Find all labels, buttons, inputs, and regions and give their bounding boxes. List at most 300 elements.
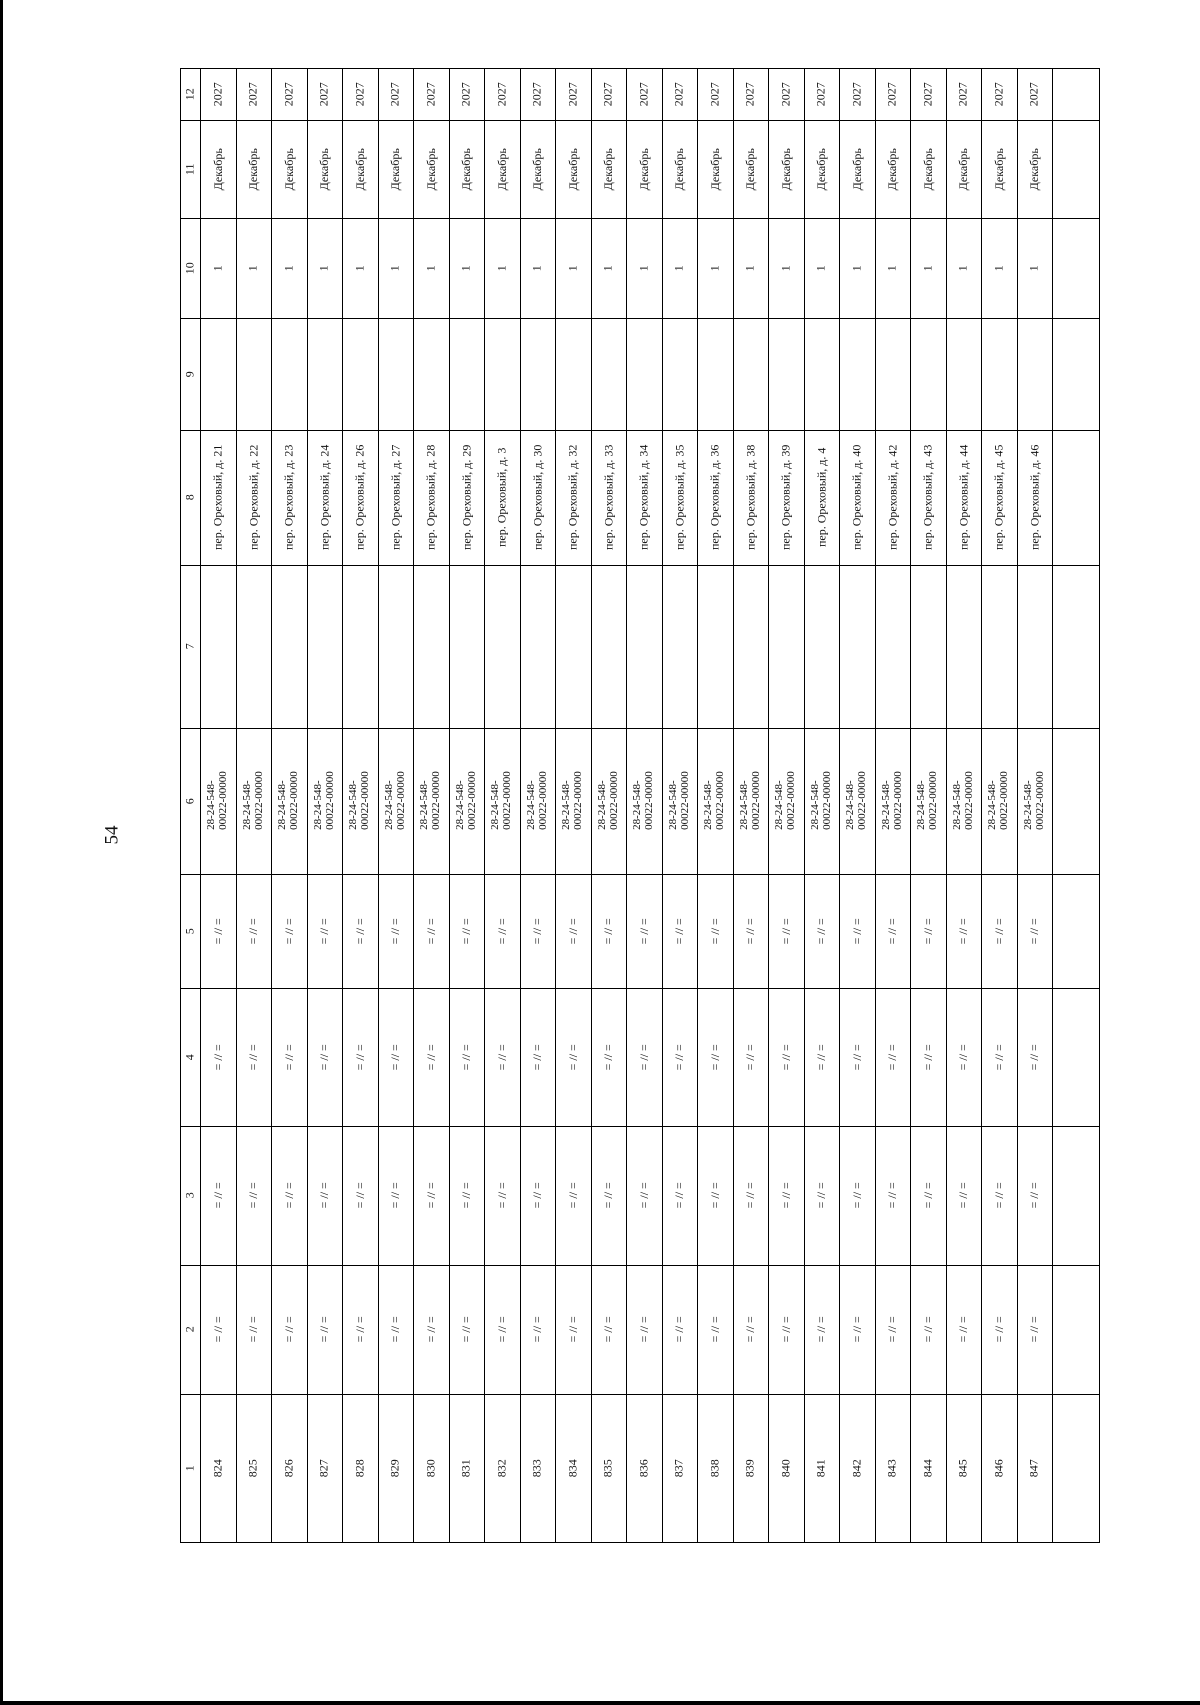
year-cell-text: 2027 [423, 82, 438, 106]
col-9-cell [946, 318, 982, 430]
col-7-cell [555, 565, 591, 728]
year-cell-text: 2027 [458, 82, 473, 106]
row-number-text: 831 [458, 1459, 473, 1478]
year-cell [520, 68, 556, 120]
month-cell-text: Декабрь [352, 147, 367, 191]
cadastral-number-cell [733, 728, 769, 874]
ditto-col-4-text: = // = [423, 1043, 438, 1071]
quantity-cell-text: 1 [707, 265, 722, 271]
cadastral-number-line-2: 00022-00000 [820, 771, 833, 831]
ditto-col-2-text: = // = [423, 1316, 438, 1343]
header-col-10 [180, 218, 200, 318]
ditto-col-5 [484, 874, 520, 988]
row-number [200, 1394, 236, 1543]
month-cell-text: Декабрь [955, 147, 970, 191]
year-cell-text: 2027 [494, 82, 509, 106]
col-9-cell [804, 318, 840, 430]
address-cell-text: пер. Ореховый, д. 23 [281, 444, 296, 551]
cadastral-number-cell [839, 728, 875, 874]
row-number [271, 1394, 307, 1543]
col-7-cell [946, 565, 982, 728]
row-number-text: 843 [884, 1459, 899, 1478]
year-cell-text: 2027 [707, 82, 722, 106]
row-number [626, 1394, 662, 1543]
ditto-col-3 [981, 1126, 1017, 1265]
address-cell [342, 430, 378, 565]
year-cell-text: 2027 [813, 82, 828, 106]
address-cell [626, 430, 662, 565]
year-cell-text: 2027 [920, 82, 935, 106]
ditto-col-4-text: = // = [458, 1043, 473, 1071]
header-col-9 [180, 318, 200, 430]
ditto-col-3-text: = // = [1026, 1182, 1041, 1209]
ditto-col-2-text: = // = [707, 1316, 722, 1343]
ditto-col-4 [200, 988, 236, 1126]
cadastral-number-cell [1017, 728, 1053, 874]
year-cell [413, 68, 449, 120]
cadastral-number-cell [520, 728, 556, 874]
ditto-col-2 [768, 1265, 804, 1394]
ditto-col-5-text: = // = [281, 917, 296, 945]
ditto-col-2-text: = // = [600, 1316, 615, 1343]
address-cell [449, 430, 485, 565]
cadastral-number-text [455, 772, 478, 831]
ditto-col-4-text: = // = [813, 1043, 828, 1071]
ditto-col-5-text: = // = [423, 917, 438, 945]
month-cell [307, 120, 343, 218]
ditto-col-3 [555, 1126, 591, 1265]
cadastral-number-cell [662, 728, 698, 874]
ditto-col-4-text: = // = [210, 1043, 225, 1071]
header-col-11-text: 11 [182, 163, 197, 175]
header-col-7 [180, 565, 200, 728]
month-cell-text: Декабрь [245, 147, 260, 191]
col-9-cell [875, 318, 911, 430]
address-cell-text: пер. Ореховый, д. 22 [245, 444, 260, 551]
page-number [98, 815, 126, 855]
year-cell [555, 68, 591, 120]
quantity-cell-text: 1 [671, 265, 686, 271]
ditto-col-2-text: = // = [778, 1316, 793, 1343]
cadastral-number-text [561, 772, 584, 831]
quantity-cell [981, 218, 1017, 318]
header-col-6-text: 6 [182, 798, 197, 804]
cadastral-number-line-1: 28-24-548- [240, 780, 253, 831]
month-cell-text: Декабрь [778, 147, 793, 191]
ditto-col-3-text: = // = [707, 1182, 722, 1209]
ditto-col-4 [697, 988, 733, 1126]
ditto-col-2 [413, 1265, 449, 1394]
address-cell [662, 430, 698, 565]
ditto-col-4 [946, 988, 982, 1126]
cadastral-number-cell [449, 728, 485, 874]
header-col-8-text: 8 [182, 494, 197, 501]
quantity-cell-text: 1 [920, 265, 935, 271]
quantity-cell-text: 1 [955, 265, 970, 271]
ditto-col-4-text: = // = [920, 1043, 935, 1071]
cadastral-number-line-2: 00022-00000 [216, 771, 229, 831]
cadastral-number-cell [875, 728, 911, 874]
ditto-col-3 [307, 1126, 343, 1265]
ditto-col-2 [591, 1265, 627, 1394]
row-number [342, 1394, 378, 1543]
ditto-col-5 [342, 874, 378, 988]
row-number [236, 1394, 272, 1543]
address-cell-text: пер. Ореховый, д. 38 [742, 444, 757, 551]
cadastral-number-line-2: 00022-00000 [465, 771, 478, 831]
col-9-cell [413, 318, 449, 430]
cadastral-number-line-2: 00022-00000 [784, 771, 797, 831]
ditto-col-3 [378, 1126, 414, 1265]
quantity-cell [378, 218, 414, 318]
ditto-col-2 [981, 1265, 1017, 1394]
ditto-col-4-text: = // = [600, 1043, 615, 1071]
ditto-col-2-text: = // = [387, 1316, 402, 1343]
header-col-12-text: 12 [182, 88, 197, 100]
month-cell [626, 120, 662, 218]
ditto-col-3 [768, 1126, 804, 1265]
ditto-col-3 [342, 1126, 378, 1265]
ditto-col-4-text: = // = [1026, 1043, 1041, 1071]
cadastral-number-line-1: 28-24-548- [844, 780, 857, 831]
month-cell [449, 120, 485, 218]
address-cell [378, 430, 414, 565]
header-col-3-text: 3 [182, 1192, 197, 1199]
header-col-11 [180, 120, 200, 218]
ditto-col-4-text: = // = [387, 1043, 402, 1071]
ditto-col-5-text: = // = [529, 917, 544, 945]
ditto-col-4 [626, 988, 662, 1126]
ditto-col-2 [839, 1265, 875, 1394]
col-7-cell [378, 565, 414, 728]
header-col-2 [180, 1265, 200, 1394]
year-cell [626, 68, 662, 120]
cadastral-number-text [384, 772, 407, 831]
cadastral-number-text [277, 772, 300, 831]
address-cell [200, 430, 236, 565]
row-number-text: 841 [813, 1459, 828, 1478]
month-cell [413, 120, 449, 218]
quantity-cell [520, 218, 556, 318]
cadastral-number-text [490, 772, 513, 831]
quantity-cell [484, 218, 520, 318]
ditto-col-5-text: = // = [352, 917, 367, 945]
year-cell [449, 68, 485, 120]
address-cell-text: пер. Ореховый, д. 40 [849, 444, 864, 551]
ditto-col-5-text: = // = [955, 917, 970, 945]
month-cell-text: Декабрь [991, 147, 1006, 191]
ditto-col-3 [875, 1126, 911, 1265]
cadastral-number-line-2: 00022-00000 [394, 771, 407, 831]
ditto-col-5-text: = // = [1026, 917, 1041, 945]
address-cell-text: пер. Ореховый, д. 45 [991, 444, 1006, 551]
ditto-col-5 [875, 874, 911, 988]
year-cell [591, 68, 627, 120]
ditto-col-5 [591, 874, 627, 988]
col-9-cell [520, 318, 556, 430]
quantity-cell [236, 218, 272, 318]
month-cell [697, 120, 733, 218]
year-cell [484, 68, 520, 120]
cadastral-number-text [1023, 772, 1046, 831]
cadastral-number-text [348, 772, 371, 831]
cadastral-number-text [242, 772, 265, 831]
quantity-cell-text: 1 [884, 265, 899, 271]
ditto-col-3 [236, 1126, 272, 1265]
year-cell [378, 68, 414, 120]
year-cell-text: 2027 [387, 82, 402, 106]
cadastral-number-line-2: 00022-00000 [323, 771, 336, 831]
ditto-col-5 [910, 874, 946, 988]
ditto-col-2 [484, 1265, 520, 1394]
address-cell-text: пер. Ореховый, д. 26 [352, 444, 367, 551]
ditto-col-4 [804, 988, 840, 1126]
address-cell-text: пер. Ореховый, д. 43 [920, 444, 935, 551]
col-7-cell [271, 565, 307, 728]
ditto-col-3-text: = // = [245, 1182, 260, 1209]
ditto-col-4-text: = // = [778, 1043, 793, 1071]
address-cell [307, 430, 343, 565]
cadastral-number-line-2: 00022-00000 [429, 771, 442, 831]
ditto-col-2-text: = // = [849, 1316, 864, 1343]
ditto-col-4 [733, 988, 769, 1126]
ditto-col-3 [662, 1126, 698, 1265]
col-7-cell [200, 565, 236, 728]
register-table [180, 68, 1100, 1543]
ditto-col-4 [662, 988, 698, 1126]
ditto-col-5 [697, 874, 733, 988]
cadastral-number-cell [236, 728, 272, 874]
quantity-cell-text: 1 [1026, 265, 1041, 271]
cadastral-number-line-2: 00022-00000 [1033, 771, 1046, 831]
cadastral-number-text [668, 772, 691, 831]
cadastral-number-text [632, 772, 655, 831]
ditto-col-5-text: = // = [742, 917, 757, 945]
cadastral-number-text [313, 772, 336, 831]
ditto-col-5-text: = // = [884, 917, 899, 945]
ditto-col-4 [236, 988, 272, 1126]
col-7-cell [839, 565, 875, 728]
year-cell [697, 68, 733, 120]
ditto-col-5-text: = // = [991, 917, 1006, 945]
quantity-cell-text: 1 [565, 265, 580, 271]
row-number-text: 834 [565, 1459, 580, 1478]
year-cell-text: 2027 [849, 82, 864, 106]
month-cell [910, 120, 946, 218]
month-cell [981, 120, 1017, 218]
ditto-col-3-text: = // = [316, 1182, 331, 1209]
ditto-col-4 [307, 988, 343, 1126]
ditto-col-2 [946, 1265, 982, 1394]
cadastral-number-line-1: 28-24-548- [915, 780, 928, 831]
ditto-col-4-text: = // = [636, 1043, 651, 1071]
ditto-col-2 [804, 1265, 840, 1394]
col-7-cell [875, 565, 911, 728]
cadastral-number-line-1: 28-24-548- [879, 780, 892, 831]
year-cell [1017, 68, 1053, 120]
ditto-col-2 [733, 1265, 769, 1394]
month-cell-text: Декабрь [316, 147, 331, 191]
cadastral-number-text [881, 772, 904, 831]
ditto-col-5-text: = // = [813, 917, 828, 945]
ditto-col-4 [910, 988, 946, 1126]
month-cell-text: Декабрь [529, 147, 544, 191]
cadastral-number-line-1: 28-24-548- [382, 780, 395, 831]
col-7-cell [413, 565, 449, 728]
address-cell [839, 430, 875, 565]
ditto-col-3-text: = // = [778, 1182, 793, 1209]
cadastral-number-line-1: 28-24-548- [489, 780, 502, 831]
ditto-col-5 [839, 874, 875, 988]
month-cell [591, 120, 627, 218]
ditto-col-4 [449, 988, 485, 1126]
month-cell-text: Декабрь [884, 147, 899, 191]
col-9-cell [981, 318, 1017, 430]
ditto-col-2 [555, 1265, 591, 1394]
ditto-col-3-text: = // = [884, 1182, 899, 1209]
ditto-col-2 [662, 1265, 698, 1394]
year-cell [839, 68, 875, 120]
quantity-cell-text: 1 [636, 265, 651, 271]
ditto-col-3 [804, 1126, 840, 1265]
quantity-cell [946, 218, 982, 318]
ditto-col-5 [200, 874, 236, 988]
month-cell [733, 120, 769, 218]
ditto-col-2-text: = // = [742, 1316, 757, 1343]
quantity-cell-text: 1 [494, 265, 509, 271]
row-number-text: 839 [742, 1459, 757, 1478]
month-cell-text: Декабрь [742, 147, 757, 191]
ditto-col-5 [555, 874, 591, 988]
ditto-col-3-text: = // = [423, 1182, 438, 1209]
year-cell-text: 2027 [352, 82, 367, 106]
address-cell-text: пер. Ореховый, д. 35 [671, 444, 686, 551]
quantity-cell [413, 218, 449, 318]
year-cell-text: 2027 [281, 82, 296, 106]
quantity-cell [555, 218, 591, 318]
address-cell [1017, 430, 1053, 565]
quantity-cell-text: 1 [423, 265, 438, 271]
header-col-9-text: 9 [182, 371, 197, 377]
cadastral-number-line-1: 28-24-548- [560, 780, 573, 831]
col-9-cell [236, 318, 272, 430]
address-cell [804, 430, 840, 565]
cadastral-number-text [810, 772, 833, 831]
ditto-col-5-text: = // = [565, 917, 580, 945]
address-cell-text: пер. Ореховый, д. 24 [316, 444, 331, 551]
month-cell [662, 120, 698, 218]
ditto-col-2-text: = // = [671, 1316, 686, 1343]
ditto-col-3 [839, 1126, 875, 1265]
ditto-col-4-text: = // = [955, 1043, 970, 1071]
ditto-col-2-text: = // = [458, 1316, 473, 1343]
col-9-cell [555, 318, 591, 430]
ditto-col-2 [200, 1265, 236, 1394]
cadastral-number-text [774, 772, 797, 831]
quantity-cell-text: 1 [778, 265, 793, 271]
ditto-col-3 [271, 1126, 307, 1265]
ditto-col-5 [307, 874, 343, 988]
address-cell [768, 430, 804, 565]
ditto-col-3-text: = // = [636, 1182, 651, 1209]
ditto-col-3-text: = // = [600, 1182, 615, 1209]
ditto-col-5 [236, 874, 272, 988]
ditto-col-3-text: = // = [920, 1182, 935, 1209]
cadastral-number-line-1: 28-24-548- [631, 780, 644, 831]
col-9-cell [1017, 318, 1053, 430]
ditto-col-4 [520, 988, 556, 1126]
month-cell [946, 120, 982, 218]
row-divider [1099, 68, 1100, 1543]
col-7-cell [342, 565, 378, 728]
cadastral-number-cell [555, 728, 591, 874]
month-cell [520, 120, 556, 218]
year-cell [981, 68, 1017, 120]
ditto-col-5-text: = // = [778, 917, 793, 945]
row-number-text: 825 [245, 1459, 260, 1478]
address-cell-text: пер. Ореховый, д. 32 [565, 444, 580, 551]
cadastral-number-cell [626, 728, 662, 874]
col-7-cell [768, 565, 804, 728]
cadastral-number-text [845, 772, 868, 831]
month-cell [839, 120, 875, 218]
quantity-cell [839, 218, 875, 318]
ditto-col-5 [413, 874, 449, 988]
ditto-col-5-text: = // = [600, 917, 615, 945]
scan-edge-bottom [0, 1701, 1200, 1705]
ditto-col-4 [271, 988, 307, 1126]
year-cell [200, 68, 236, 120]
ditto-col-2-text: = // = [636, 1316, 651, 1343]
cadastral-number-cell [981, 728, 1017, 874]
row-number [449, 1394, 485, 1543]
col-7-cell [804, 565, 840, 728]
col-9-cell [378, 318, 414, 430]
row-number [555, 1394, 591, 1543]
quantity-cell [910, 218, 946, 318]
header-col-12 [180, 68, 200, 120]
year-cell [875, 68, 911, 120]
ditto-col-5 [1017, 874, 1053, 988]
address-cell-text: пер. Ореховый, д. 34 [636, 444, 651, 551]
quantity-cell-text: 1 [352, 265, 367, 271]
row-number-text: 832 [494, 1459, 509, 1478]
cadastral-number-cell [697, 728, 733, 874]
ditto-col-4 [768, 988, 804, 1126]
ditto-col-2 [236, 1265, 272, 1394]
ditto-col-5-text: = // = [210, 917, 225, 945]
cadastral-number-text [703, 772, 726, 831]
quantity-cell-text: 1 [458, 265, 473, 271]
scan-edge-left [0, 0, 3, 1705]
row-number-text: 844 [920, 1459, 935, 1478]
cadastral-number-cell [804, 728, 840, 874]
ditto-col-2 [626, 1265, 662, 1394]
ditto-col-2 [875, 1265, 911, 1394]
ditto-col-2 [1017, 1265, 1053, 1394]
ditto-col-3-text: = // = [671, 1182, 686, 1209]
row-number [946, 1394, 982, 1543]
row-number [378, 1394, 414, 1543]
year-cell-text: 2027 [210, 82, 225, 106]
quantity-cell [200, 218, 236, 318]
ditto-col-5-text: = // = [671, 917, 686, 945]
quantity-cell [591, 218, 627, 318]
month-cell-text: Декабрь [849, 147, 864, 191]
col-9-cell [271, 318, 307, 430]
ditto-col-3-text: = // = [955, 1182, 970, 1209]
row-number [804, 1394, 840, 1543]
